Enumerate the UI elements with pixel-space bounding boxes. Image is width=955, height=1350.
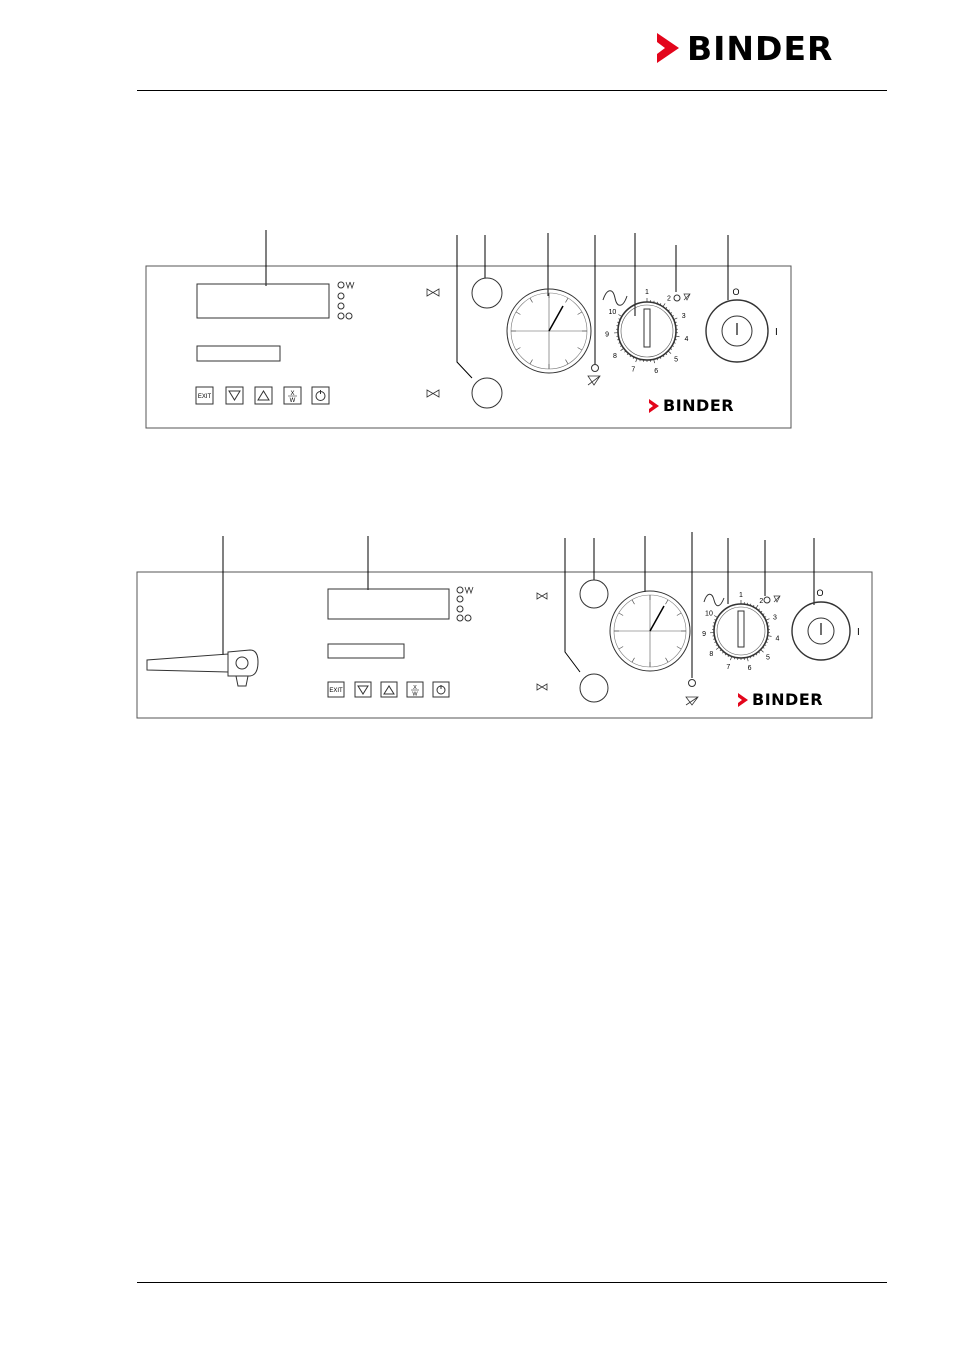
dial-number: 1 xyxy=(645,289,649,296)
dial-tick xyxy=(763,614,765,615)
panel-1-switch-on-label: I xyxy=(775,327,778,338)
panel-2-keypad xyxy=(328,682,449,698)
dial-number: 7 xyxy=(631,366,636,374)
dial-number: 2 xyxy=(667,295,671,303)
panel-2-valve-knob-bottom[interactable] xyxy=(580,674,608,702)
dial-tick xyxy=(758,609,759,611)
panel-2-door-handle[interactable] xyxy=(147,650,258,686)
panel-2-callout-lines xyxy=(223,532,814,678)
dial-number: 6 xyxy=(747,665,752,673)
panel-2-safety-dial[interactable] xyxy=(702,592,779,672)
panel-2-secondary-display xyxy=(328,644,404,658)
dial-number: 1 xyxy=(739,592,743,599)
gauge-tick xyxy=(619,613,623,616)
dial-tick xyxy=(722,652,723,654)
panel-2-alarm-icon xyxy=(686,697,698,705)
panel-2-dial-led xyxy=(764,597,770,603)
panel-2-main-display xyxy=(328,589,449,619)
gauge-tick xyxy=(677,613,681,616)
dial-number: 3 xyxy=(773,614,777,622)
gauge-tick xyxy=(632,600,635,604)
dial-number: 10 xyxy=(608,309,617,316)
dial-tick xyxy=(761,650,764,653)
panel-2-logo xyxy=(737,692,823,708)
dial-tick xyxy=(763,647,765,648)
dial-number: 7 xyxy=(726,663,731,671)
dial-tick xyxy=(714,616,717,618)
dial-number: 9 xyxy=(605,331,610,339)
dial-tick xyxy=(766,619,770,621)
panel-2-exit-label: EXIT xyxy=(329,688,343,694)
dial-number: 4 xyxy=(775,635,780,643)
gauge-tick xyxy=(677,647,681,650)
gauge-tick xyxy=(619,647,623,650)
dial-tick xyxy=(758,652,759,654)
dial-number: 3 xyxy=(681,313,686,321)
panel-2-down-arrow-icon xyxy=(358,686,368,694)
panel-2-dial-alarm-icon xyxy=(774,596,780,602)
dial-number: 10 xyxy=(705,610,713,618)
dial-number: 4 xyxy=(684,335,689,343)
gauge-tick xyxy=(666,600,669,604)
panel-2-logo-arrow-icon xyxy=(737,692,749,708)
panel-2-switch-on-label: I xyxy=(857,627,860,638)
panel-2-up-arrow-icon xyxy=(384,686,394,694)
dial-number: 9 xyxy=(702,631,707,639)
dial-tick xyxy=(720,650,721,651)
panel-2-status-leds xyxy=(457,587,473,621)
panel-1-switch-off-label: O xyxy=(732,287,740,297)
panel-2-valve-top-icon xyxy=(537,593,547,599)
panel-2-valve-knob-top[interactable] xyxy=(580,580,608,608)
panel-1-switch-top-label: X xyxy=(290,391,295,397)
dial-tick xyxy=(761,611,762,612)
dial-tick xyxy=(756,605,758,608)
panel-2-gauge-needle xyxy=(650,606,664,631)
panel-1-switch-bottom-label: W xyxy=(289,398,296,404)
gauge-tick xyxy=(666,658,669,662)
panel-2-up-button[interactable] xyxy=(381,682,397,697)
panel-2-logo-text: BINDER xyxy=(752,690,824,709)
panel-1-logo-text: BINDER xyxy=(663,396,735,415)
dial-number: 8 xyxy=(709,651,714,659)
brand-logo-text: BINDER xyxy=(687,28,834,68)
panel-2-power-button[interactable] xyxy=(433,682,449,697)
dial-number: 6 xyxy=(654,367,659,375)
dial-number: 5 xyxy=(765,654,770,662)
footer-rule xyxy=(137,1282,887,1283)
gauge-tick xyxy=(632,658,635,662)
dial-tick xyxy=(716,647,719,649)
panel-2-gauge xyxy=(610,591,690,671)
panel-2-valve-bottom-icon xyxy=(537,684,547,690)
panel-1-exit-label: EXIT xyxy=(197,394,212,400)
panel-2-switch-off-label: O xyxy=(816,588,824,598)
dial-number: 5 xyxy=(674,356,679,364)
dial-number: 8 xyxy=(612,352,617,360)
panel-2-temp-curve-icon xyxy=(704,594,724,606)
panel-2-alarm-led xyxy=(689,680,696,687)
dial-number: 2 xyxy=(759,598,764,606)
panel-2-switch-bottom-label: W xyxy=(412,691,418,698)
panel-2-switch-top-label: X xyxy=(413,685,417,691)
